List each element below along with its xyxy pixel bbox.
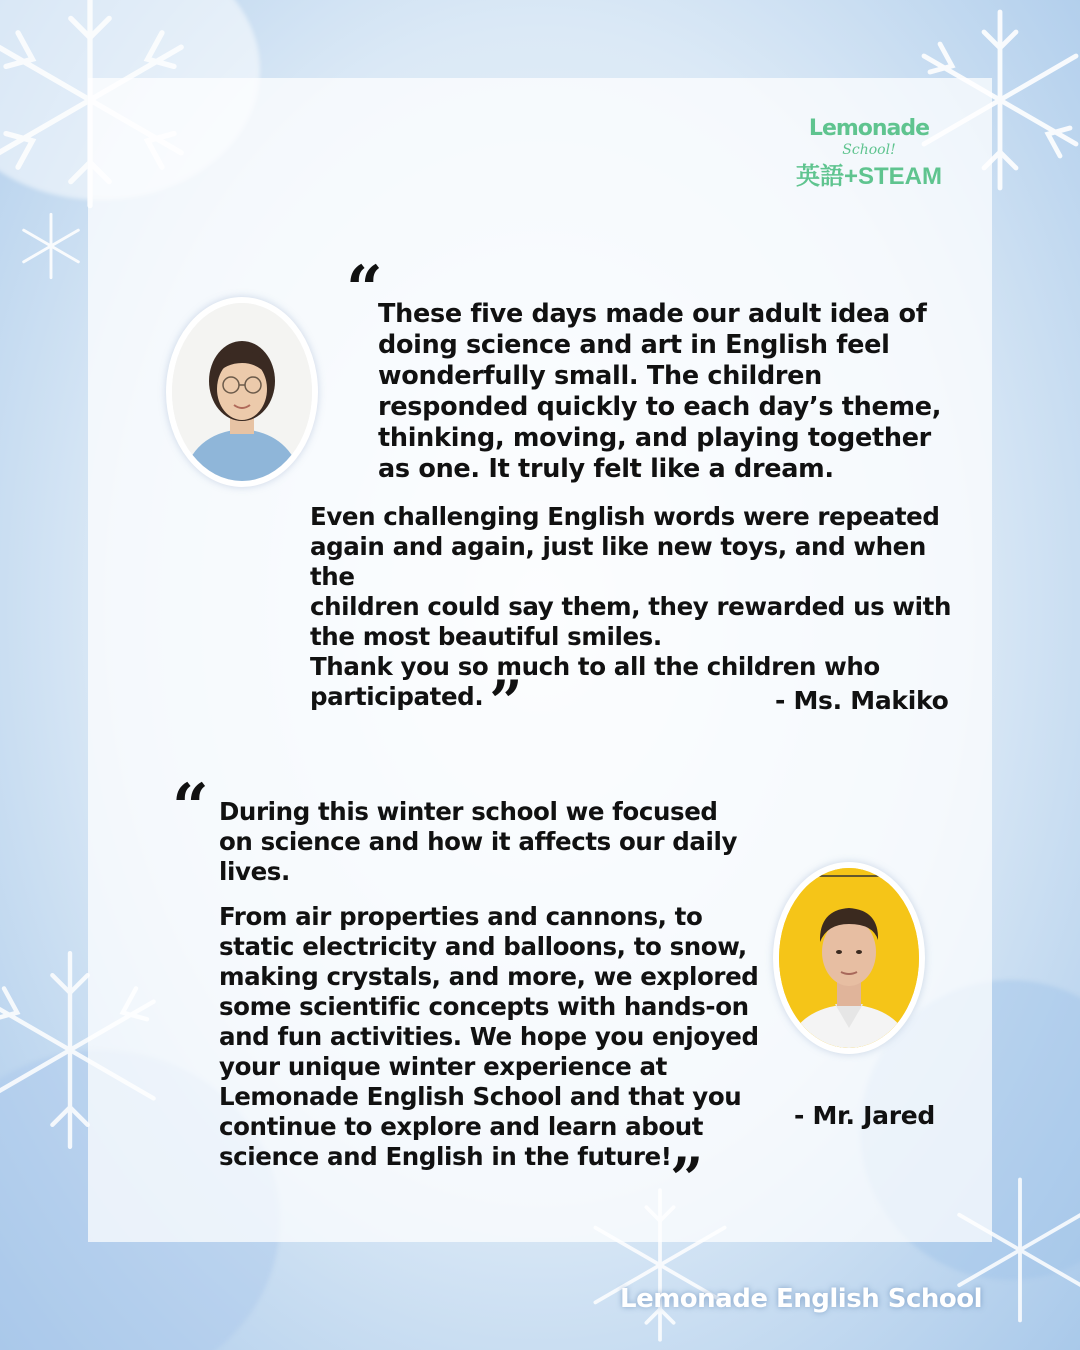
open-quote-icon: “ [172,770,209,845]
testimonial-1-line: the most beautiful smiles. [310,622,662,651]
logo-wordmark [794,112,944,144]
footer-brand: Lemonade English School [620,1284,983,1314]
logo [794,112,944,192]
portrait-man-icon [779,868,919,1048]
testimonial-1-line: participated. [310,682,484,711]
close-quote-icon: ” [670,1145,704,1213]
testimonial-1-line: Thank you so much to all the children who [310,652,880,681]
testimonial-1-line: Even challenging English words were repeated [310,502,940,531]
testimonial-2-paragraph-1: During this winter school we focused on science and how it affects our daily lives. [219,797,738,886]
logo-tagline: 英語+STEAM [795,163,942,190]
author-mr-jared: - Mr. Jared [794,1101,935,1130]
testimonial-2-paragraph-2 [219,902,759,1172]
testimonial-1-line: again and again, just like new toys, and when the [310,532,926,591]
author-ms-makiko: - Ms. Makiko [775,686,949,715]
testimonial-1-paragraph-1: These five days made our adult idea of doing science and art in English feel wonderfully small. The children responded quickly to each day’s theme, thinking, moving, and playing together as one. It truly felt like a dream. [378,299,942,484]
testimonial-2-body: From air properties and cannons, to static electricity and balloons, to snow, making crystals, and more, we explored some scientific concepts with hands-on and fun activities. We hope you enjoyed your unique winter experience at Lemonade English School and that you continue to explore and learn about science and English in the future! [219,902,759,1171]
snowflake-icon [15,210,87,282]
avatar-ms-makiko [166,297,318,487]
logo-subtitle: School! [842,142,896,158]
portrait-woman-icon [172,303,312,481]
testimonial-1-line: children could say them, they rewarded us with [310,592,952,621]
open-quote-icon: “ [346,252,383,327]
avatar-mr-jared [773,862,925,1054]
logo-wordmark-text: Lemonade [808,116,930,141]
close-quote-icon: ” [489,668,523,736]
